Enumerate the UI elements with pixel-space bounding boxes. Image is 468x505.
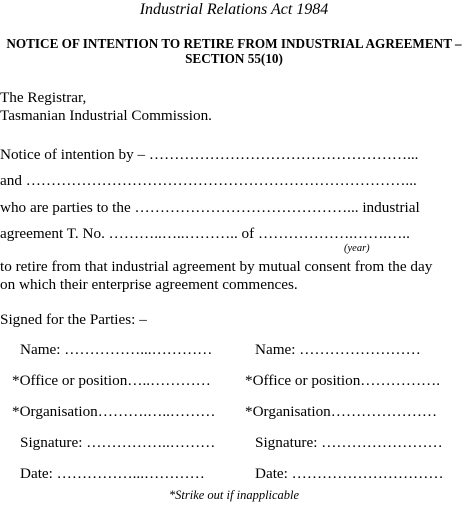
and-party-field[interactable]: and …………………………………………………………………... bbox=[0, 172, 417, 189]
right-organisation-field[interactable]: *Organisation………………… bbox=[245, 403, 438, 420]
addressee-line-2: Tasmanian Industrial Commission. bbox=[0, 107, 212, 124]
left-signature-field[interactable]: Signature: ……………..……… bbox=[20, 434, 216, 451]
strike-out-footnote: *Strike out if inapplicable bbox=[168, 488, 300, 502]
parties-field[interactable]: who are parties to the ……………………………………... industrial bbox=[0, 199, 420, 216]
act-title: Industrial Relations Act 1984 bbox=[139, 1, 329, 18]
year-hint: (year) bbox=[344, 243, 370, 254]
left-office-field[interactable]: *Office or position…..………… bbox=[12, 372, 211, 389]
addressee-line-1: The Registrar, bbox=[0, 89, 87, 106]
retire-text-line-1: to retire from that industrial agreement by mutual consent from the day bbox=[0, 258, 433, 275]
form-heading-line-1: NOTICE OF INTENTION TO RETIRE FROM INDUSTRIAL AGREEMENT – bbox=[6, 36, 462, 51]
left-organisation-field[interactable]: *Organisation……….…..……… bbox=[12, 403, 216, 420]
right-office-field[interactable]: *Office or position……………. bbox=[245, 372, 441, 389]
agreement-number-year-field[interactable]: agreement T. No. ………..…..……….. of ……………….…….….. bbox=[0, 225, 410, 242]
signed-for-parties: Signed for the Parties: – bbox=[0, 311, 147, 328]
form-heading-line-2: SECTION 55(10) bbox=[185, 51, 283, 66]
left-date-field[interactable]: Date: ……………...………… bbox=[20, 465, 205, 482]
right-date-field[interactable]: Date: ………………………… bbox=[255, 465, 444, 482]
retire-text-line-2: on which their enterprise agreement commences. bbox=[0, 276, 298, 293]
left-name-field[interactable]: Name: ……………...………… bbox=[20, 341, 213, 358]
notice-by-field[interactable]: Notice of intention by – ……………………………………………... bbox=[0, 146, 419, 163]
right-signature-field[interactable]: Signature: …………………… bbox=[255, 434, 443, 451]
right-name-field[interactable]: Name: …………………… bbox=[255, 341, 421, 358]
